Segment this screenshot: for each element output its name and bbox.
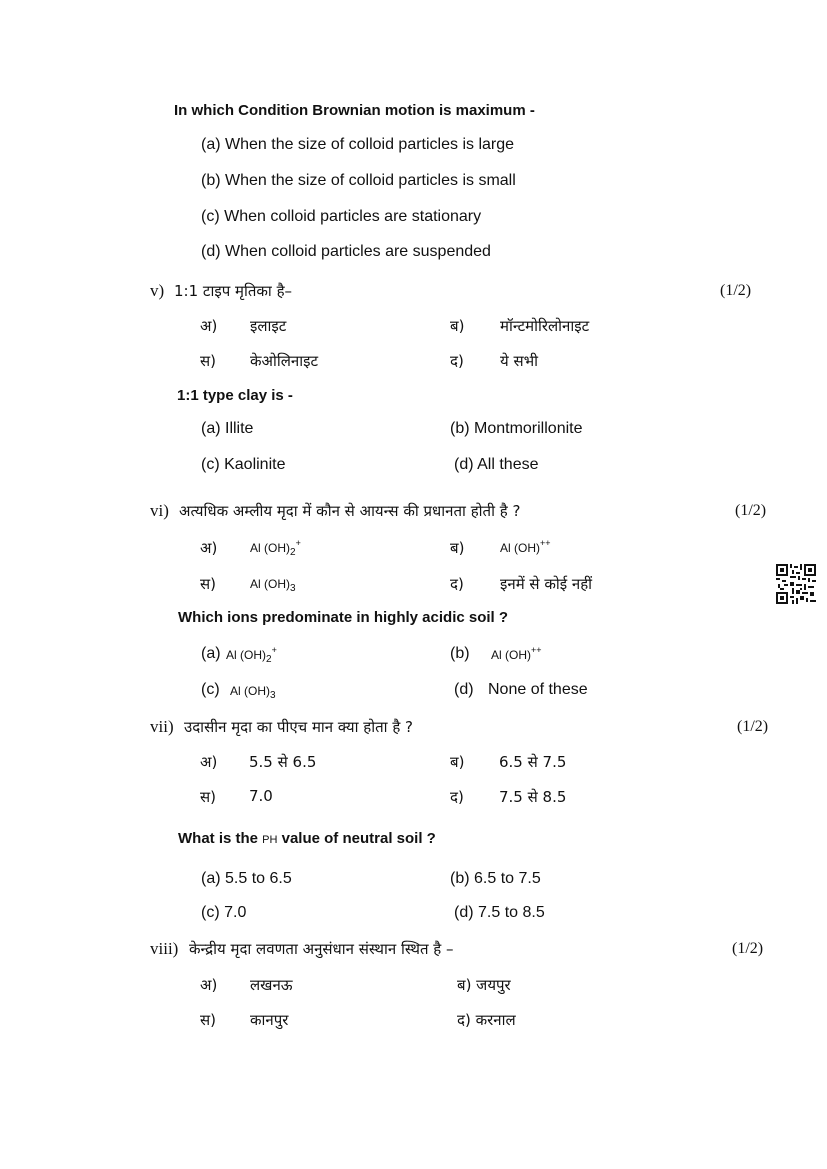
q6-hi-c-ion: Al $(OH)_3$ bbox=[250, 577, 296, 594]
q5-hi-c: केओलिनाइट bbox=[250, 352, 319, 370]
q7-en-b: (b) 6.5 to 7.5 bbox=[450, 870, 541, 887]
q5-hi-b: मॉन्टमोरिलोनाइट bbox=[500, 317, 590, 335]
q6-hi-d-label: द) bbox=[450, 575, 464, 593]
q7-hi-c-label: स) bbox=[200, 788, 216, 806]
q5-en-a: (a) Illite bbox=[201, 420, 254, 437]
q8-hi-d: द) करनाल bbox=[457, 1011, 516, 1029]
q4-option-d: (d) When colloid particles are suspended bbox=[201, 243, 491, 260]
q7-marks: (1/2) bbox=[737, 718, 769, 735]
q7-question-hi: उदासीन मृदा का पीएच मान क्या होता है ? bbox=[184, 718, 414, 736]
q8-hi-a-label: अ) bbox=[200, 976, 218, 994]
q6-hi-c-label: स) bbox=[200, 575, 216, 593]
q5-hi-d: ये सभी bbox=[500, 352, 539, 370]
q8-question-hi: केन्द्रीय मृदा लवणता अनुसंधान संस्थान स्थित है – bbox=[189, 940, 454, 958]
q6-number: vi) bbox=[150, 501, 169, 520]
q4-option-b: (b) When the size of colloid particles is small bbox=[201, 172, 516, 189]
q7-hi-b: 6.5 से 7.5 bbox=[499, 753, 567, 771]
q5-question-en: 1:1 type clay is - bbox=[177, 387, 293, 404]
q6-question-en: Which ions predominate in highly acidic soil ? bbox=[178, 609, 509, 626]
q5-hi-a: इलाइट bbox=[250, 317, 287, 335]
q6-en-b-ion: Al (OH)++ bbox=[491, 645, 542, 662]
q7-number: vii) bbox=[150, 717, 174, 736]
q6-marks: (1/2) bbox=[735, 502, 767, 519]
q5-question-hi: 1:1 टाइप मृतिका है– bbox=[174, 282, 293, 300]
q7-en-c: (c) 7.0 bbox=[201, 904, 247, 921]
q6-question-hi: अत्यधिक अम्लीय मृदा में कौन से आयन्स की प्रधानता होती है ? bbox=[179, 502, 521, 520]
q5-en-b: (b) Montmorillonite bbox=[450, 420, 583, 437]
q7-hi-d: 7.5 से 8.5 bbox=[499, 788, 567, 806]
q5-hi-d-label: द) bbox=[450, 352, 464, 370]
q6-hi-a-ion: Al $(OH)_2^+$ bbox=[250, 538, 301, 558]
q8-hi-c-label: स) bbox=[200, 1011, 216, 1029]
q5-hi-a-label: अ) bbox=[200, 317, 218, 335]
q7-en-a: (a) 5.5 to 6.5 bbox=[201, 870, 292, 887]
q4-option-a: (a) When the size of colloid particles is large bbox=[201, 136, 515, 153]
q6-hi-b-ion: Al (OH)++ bbox=[500, 538, 551, 555]
q8-hi-c: कानपुर bbox=[250, 1011, 289, 1029]
q6-en-c-ion: Al $(OH)_3$ bbox=[230, 684, 276, 701]
q7-question-en: What is the PH value of neutral soil ? bbox=[178, 830, 436, 847]
q6-en-c-label: (c) bbox=[201, 681, 220, 698]
q7-en-d: (d) 7.5 to 8.5 bbox=[454, 904, 545, 921]
q7-hi-c: 7.0 bbox=[249, 787, 273, 805]
q6-en-d-label: (d) bbox=[454, 681, 474, 698]
q7-hi-a-label: अ) bbox=[200, 753, 218, 771]
q5-en-d: (d) All these bbox=[454, 456, 539, 473]
q8-number: viii) bbox=[150, 939, 179, 958]
q7-hi-b-label: ब) bbox=[450, 753, 465, 771]
q5-hi-b-label: ब) bbox=[450, 317, 465, 335]
q6-hi-b-label: ब) bbox=[450, 539, 465, 557]
q6-en-a-label: (a) bbox=[201, 645, 221, 662]
q6-en-b-label: (b) bbox=[450, 645, 470, 662]
q5-hi-c-label: स) bbox=[200, 352, 216, 370]
q5-number: v) bbox=[150, 281, 165, 300]
q6-en-d: None of these bbox=[488, 681, 588, 698]
q7-hi-a: 5.5 से 6.5 bbox=[249, 753, 317, 771]
q6-en-a-ion: Al $(OH)_2^+$ bbox=[226, 645, 277, 665]
q7-hi-d-label: द) bbox=[450, 788, 464, 806]
q6-hi-d: इनमें से कोई नहीं bbox=[500, 575, 593, 593]
q4-question-en: In which Condition Brownian motion is maximum - bbox=[174, 102, 535, 119]
q6-hi-a-label: अ) bbox=[200, 539, 218, 557]
q8-hi-b: ब) जयपुर bbox=[457, 976, 511, 994]
q5-marks: (1/2) bbox=[720, 282, 752, 299]
q8-marks: (1/2) bbox=[732, 940, 764, 957]
q5-en-c: (c) Kaolinite bbox=[201, 456, 286, 473]
q8-hi-a: लखनऊ bbox=[250, 976, 293, 994]
q4-option-c: (c) When colloid particles are stationary bbox=[201, 208, 482, 225]
qr-code-icon bbox=[776, 564, 816, 604]
